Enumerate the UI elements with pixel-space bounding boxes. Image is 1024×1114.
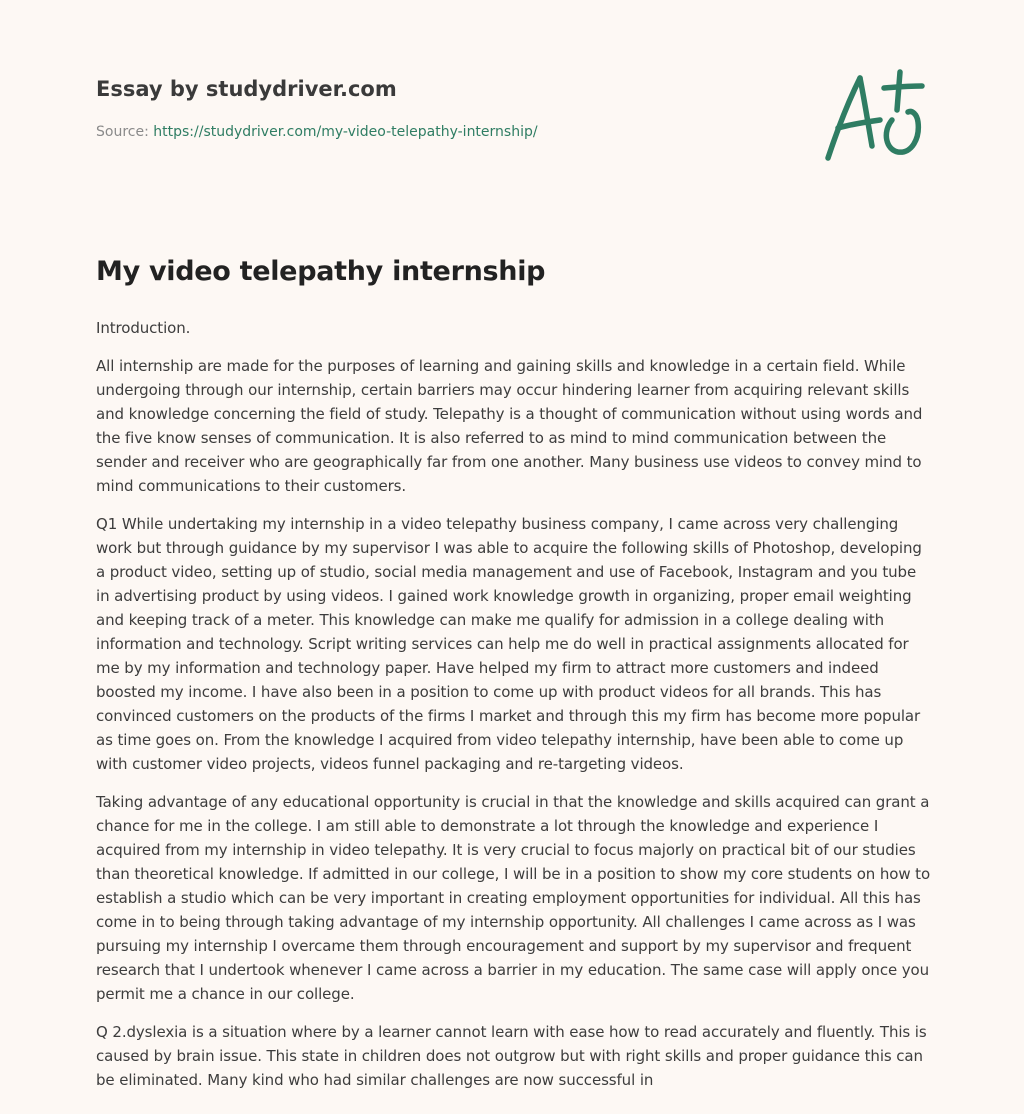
paragraph-intro: Introduction. [96,319,191,337]
source-link[interactable]: https://studydriver.com/my-video-telepathy-internship/ [153,124,538,140]
source-line [96,122,796,142]
paragraph: Q1 While undertaking my internship in a video telepathy business company, I came across very challenging work but through guidance by my supervisor I was able to acquire the following skills of Photoshop, developing a product video, setting up of studio, social media management and use of Facebook, Instagram and you tube in advertising product by using videos. I gained work knowledge growth in organizing, proper email weighting and keeping track of a meter. This knowledge can make me qualify for admission in a college dealing with information and technology. Script writing services can help me do well in practical assignments allocated for me by my information and technology paper. Have helped my firm to attract more customers and indeed boosted my income. I have also been in a position to come up with product videos for all brands. This has convinced customers on the products of the firms I market and through this my firm has become more popular as time goes on. From the knowledge I acquired from video telepathy internship, have been able to come up with customer video projects, videos funnel packaging and re-targeting videos. [96,515,922,773]
source-label: Source: [96,124,154,140]
paragraph: Q 2.dyslexia is a situation where by a learner cannot learn with ease how to read accurately and fluently. This is caused by brain issue. This state in children does not outgrow but with right skills and proper guidance this can be eliminated. Many kind who had similar challenges are now successful in [96,1023,927,1089]
paragraph: Taking advantage of any educational opportunity is crucial in that the knowledge and skills acquired can grant a chance for me in the college. I am still able to demonstrate a lot through the knowledge and experience I acquired from my internship in video telepathy. It is very crucial to focus majorly on practical bit of our studies than theoretical knowledge. If admitted in our college, I will be in a position to show my core students on how to establish a studio which can be very important in creating employment opportunities for individual. All this has come in to being through taking advantage of my internship opportunity. All challenges I came across as I was pursuing my internship I overcame them through encouragement and support by my supervisor and frequent research that I undertook whenever I came across a barrier in my education. The same case will apply once you permit me a chance in our college. [96,793,931,1003]
a-plus-grade-icon [820,68,930,168]
essay-header [96,74,796,142]
essay-title: My video telepathy internship [96,256,546,287]
paragraph: All internship are made for the purposes of learning and gaining skills and knowledge in a certain field. While undergoing through our internship, certain barriers may occur hindering learner from acquiring relevant skills and knowledge concerning the field of study. Telepathy is a thought of communication without using words and the five know senses of communication. It is also referred to as mind to mind communication between the sender and receiver who are geographically far from one another. Many business use videos to convey mind to mind communications to their customers. [96,357,923,495]
essay-body [96,252,932,1106]
brand-title: Essay by studydriver.com [96,77,397,101]
